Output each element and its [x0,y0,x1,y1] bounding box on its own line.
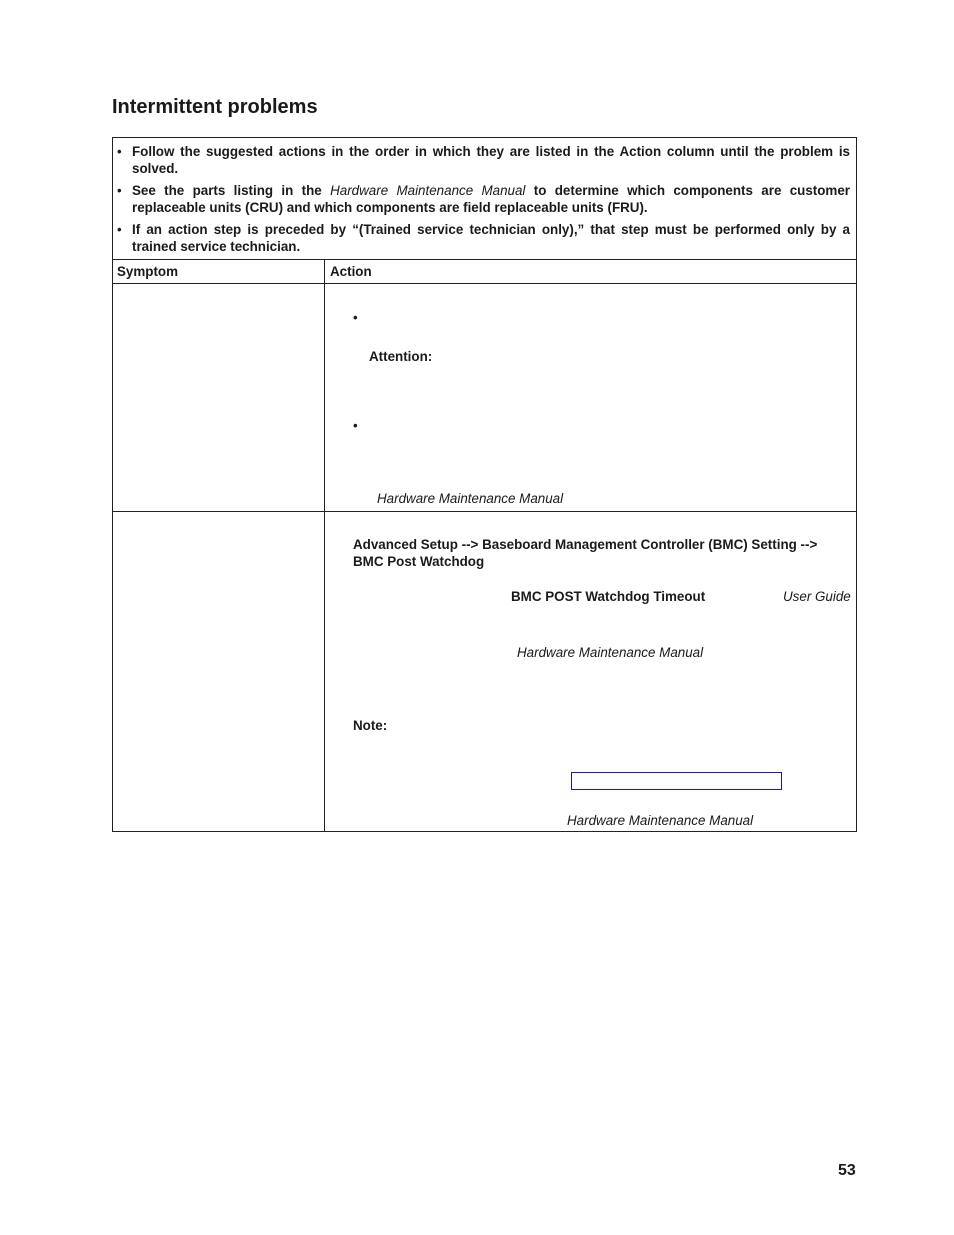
manual-reference: Hardware Maintenance Manual [567,813,754,828]
attention-label: Attention: [369,349,433,364]
instruction-text: See the parts listing in the [132,183,331,198]
instructions-block [113,138,856,260]
instruction-note [117,182,851,216]
instruction-text: Follow the suggested actions in the order in which they are listed in the Action column until the problem is solved. [132,144,850,176]
user-guide-reference: User Guide [783,589,851,604]
manual-reference: Hardware Maintenance Manual [377,491,564,506]
bullet-icon: • [353,418,358,433]
setup-menu-path: BMC Post Watchdog [353,554,485,569]
note-label: Note: [353,718,388,733]
intermittent-problems-table [112,137,857,832]
instruction-note [117,221,850,255]
bullet-icon: • [353,310,358,325]
row-divider [113,511,856,512]
column-header-action: Action [330,264,372,279]
timeout-setting-label: BMC POST Watchdog Timeout [511,589,706,604]
manual-reference: Hardware Maintenance Manual [517,645,704,660]
page-title: Intermittent problems [112,96,318,118]
bullet-icon: • [117,222,122,237]
page-number: 53 [838,1162,856,1179]
instruction-text: If an action step is preceded by “(Trained service technician only),” that step must be performed only by a trained service technician. [132,222,850,254]
bullet-icon: • [117,183,122,198]
web-link[interactable] [571,772,782,790]
manual-reference: Hardware Maintenance Manual [330,183,526,198]
bullet-icon: • [117,144,122,159]
column-header-symptom: Symptom [117,264,179,279]
setup-menu-path: Advanced Setup --> Baseboard Management Controller (BMC) Setting --> [353,537,818,552]
instruction-note [117,143,850,177]
instruction-text: to determine which components are customer replaceable units (CRU) and which components are field replaceable units (FRU). [132,183,851,215]
table-header-row [113,260,856,284]
column-divider [324,260,325,832]
